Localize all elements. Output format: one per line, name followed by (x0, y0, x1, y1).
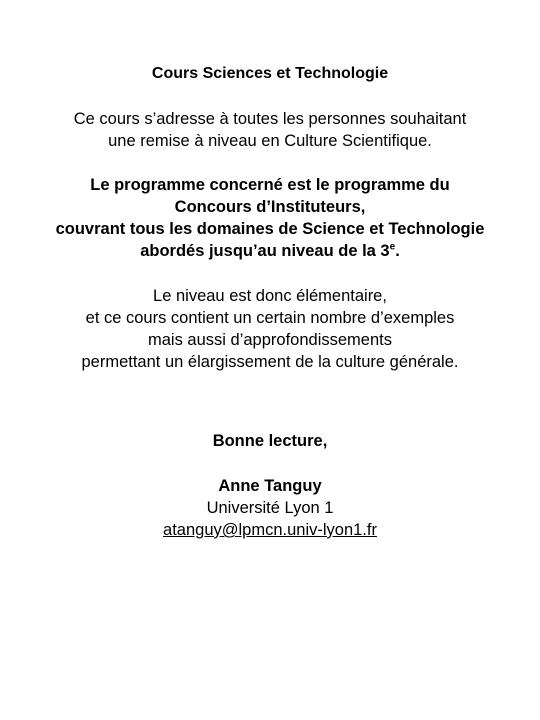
intro-line-1: Ce cours s’adresse à toutes les personnes souhaitant (73, 110, 467, 128)
programme-line-4-text: abordés jusqu’au niveau de la 3 (140, 242, 390, 260)
intro-line-2: une remise à niveau en Culture Scientifique. (108, 132, 432, 150)
niveau-line-4: permettant un élargissement de la culture générale. (81, 353, 459, 371)
programme-line-2: Concours d’Instituteurs, (174, 198, 366, 216)
programme-line-4-end: . (395, 242, 400, 260)
programme-line-4-superscript: e (389, 241, 396, 253)
author-email-link[interactable]: atanguy@lpmcn.univ-lyon1.fr (163, 521, 377, 539)
author-affiliation: Université Lyon 1 (206, 499, 334, 517)
programme-line-1: Le programme concerné est le programme du (90, 176, 450, 194)
closing-text: Bonne lecture, (212, 432, 328, 450)
author-name: Anne Tanguy (218, 477, 322, 495)
programme-line-3: couvrant tous les domaines de Science et Technologie (55, 220, 485, 238)
author-email-line (0, 519, 540, 541)
niveau-line-3: mais aussi d’approfondissements (148, 331, 392, 349)
programme-line-4 (0, 240, 540, 262)
document-title: Cours Sciences et Technologie (151, 65, 389, 82)
niveau-line-1: Le niveau est donc élémentaire, (153, 287, 387, 305)
niveau-line-2: et ce cours contient un certain nombre d’exemples (85, 309, 455, 327)
